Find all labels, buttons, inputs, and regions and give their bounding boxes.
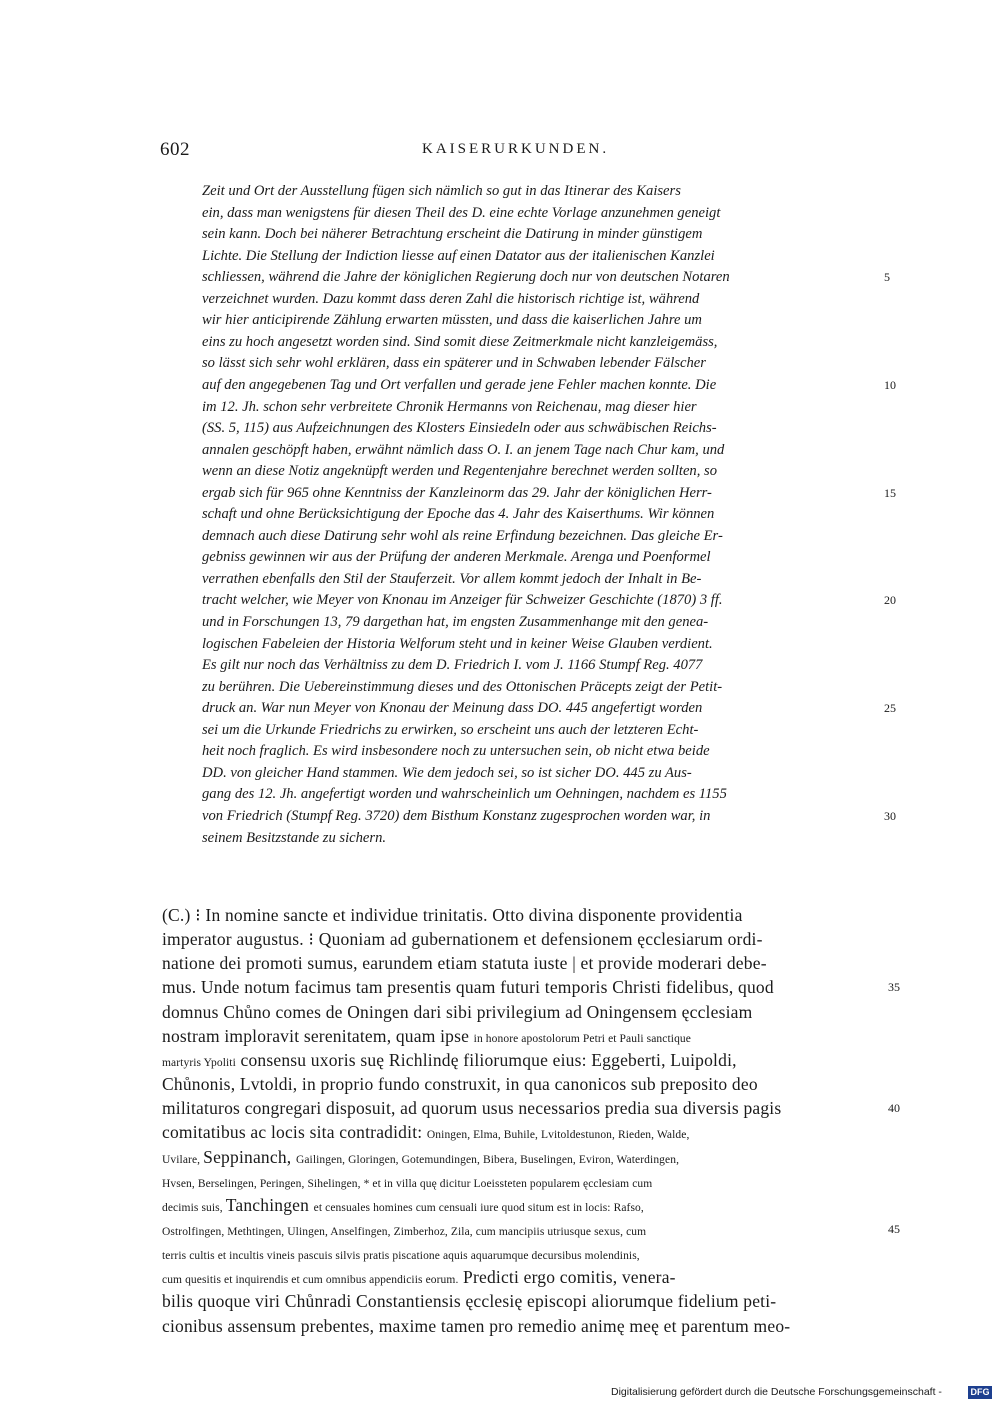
commentary-line: seinem Besitzstande zu sichern. [202, 829, 387, 846]
charter-petit-text: Ostrolfingen, Methtingen, Ulingen, Anselfingen, Zimberhoz, Zila, cum mancipiis utriusque sexus, cum [162, 1225, 647, 1238]
charter-line [162, 1096, 781, 1120]
line-number: 10 [884, 377, 896, 392]
line-number: 40 [888, 1101, 900, 1116]
commentary-line: gang des 12. Jh. angefertigt worden und wahrscheinlich um Oehningen, nachdem es 1155 [202, 786, 727, 803]
charter-text: Predicti ergo comitis, venera- [458, 1267, 676, 1288]
charter-line [162, 903, 743, 927]
charter-petit-text: Hvsen, Berselingen, Peringen, Sihelingen, * et in villa quę dicitur Loeissteten popularem ęcclesiam cum [162, 1177, 653, 1190]
commentary-line: schliessen, während die Jahre der königlichen Regierung doch nur von deutschen Notaren [202, 269, 730, 286]
commentary-line: verzeichnet wurden. Dazu kommt dass deren Zahl die historisch richtige ist, während [202, 290, 700, 307]
charter-line [162, 1120, 689, 1147]
commentary-line: annalen geschöpft haben, erwähnt nämlich dass O. I. an jenem Tage nach Chur kam, und [202, 441, 725, 458]
charter-line [162, 1289, 776, 1313]
charter-petit-text: Gailingen, Gloringen, Gotemundingen, Bibera, Buselingen, Eviron, Waterdingen, [295, 1153, 680, 1166]
charter-text: cionibus assensum prebentes, maxime tamen pro remedio animę meę et parentum meo- [162, 1315, 791, 1336]
commentary-line: eins zu hoch angesetzt worden sind. Sind somit diese Zeitmerkmale nicht kanzleigemäss, [202, 333, 718, 350]
charter-text: imperator augustus. ⁝ Quoniam ad gubernationem et defensionem ęcclesiarum ordi- [162, 929, 763, 950]
charter-petit-text: Uvilare, [162, 1153, 204, 1166]
commentary-line: und in Forschungen 13, 79 dargethan hat, im engsten Zusammenhange mit den genea- [202, 614, 709, 630]
commentary-line: Lichte. Die Stellung der Indiction liesse auf einen Datator aus der italienischen Kanzlei [202, 247, 715, 264]
commentary-line: so lässt sich sehr wohl erklären, dass ein späterer und in Schwaben lebender Fälscher [202, 355, 706, 372]
charter-line [162, 1072, 758, 1096]
commentary-line: gebniss gewinnen wir aus der Prüfung der anderen Merkmale. Arenga und Poenformel [202, 549, 711, 566]
line-number: 15 [884, 485, 896, 500]
charter-text: Tanchingen [225, 1194, 314, 1215]
charter-text: consensu uxoris suę Richlindę filiorumque eius: Eggeberti, Luipoldi, [235, 1049, 737, 1070]
commentary-line: verrathen ebenfalls den Stil der Stauferzeit. Vor allem kommt jedoch der Inhalt in Be- [202, 570, 702, 587]
charter-line [162, 1048, 737, 1075]
commentary-line: DD. von gleicher Hand stammen. Wie dem jedoch sei, so ist sicher DO. 445 zu Aus- [202, 764, 692, 781]
charter-text: Chůnonis, Lvtoldi, in proprio fundo construxit, in qua canonicos sub preposito deo [162, 1074, 758, 1095]
commentary-line: logischen Fabeleien der Historia Welforum steht und in keiner Weise Glauben verdient. [202, 635, 713, 652]
charter-text: mus. Unde notum facimus tam presentis quam futuri temporis Christi fidelibus, quod [162, 977, 774, 998]
charter-line [162, 951, 767, 975]
line-number: 25 [884, 701, 896, 716]
commentary-line: zu berühren. Die Uebereinstimmung dieses und des Ottonischen Präcepts zeigt der Petit- [202, 678, 723, 695]
charter-petit-text: terris cultis et incultis vineis pascuis silvis pratis piscatione aquis aquarumque decursibus molendinis, [162, 1250, 640, 1263]
commentary-line: ein, dass man wenigstens für diesen Theil des D. eine echte Vorlage anzunehmen geneigt [202, 204, 721, 221]
charter-text: domnus Chůno comes de Oningen dari sibi privilegium ad Oningensem ęcclesiam [162, 1001, 753, 1022]
commentary-line: im 12. Jh. schon sehr verbreitete Chronik Hermanns von Reichenau, mag dieser hier [202, 398, 697, 415]
charter-petit-text: martyris Ypoliti [162, 1056, 236, 1069]
charter-line [162, 1193, 644, 1220]
commentary-line: sei um die Urkunde Friedrichs zu erwirken, so erscheint uns auch der letzteren Echt- [202, 721, 699, 738]
charter-line [162, 1241, 640, 1268]
charter-text: bilis quoque viri Chůnradi Constantiensis ęcclesię episcopi aliorumque fidelium peti- [162, 1291, 777, 1312]
commentary-line: ergab sich für 965 ohne Kenntniss der Kanzleinorm das 29. Jahr der königlichen Herr- [202, 484, 712, 501]
footer-credit: Digitalisierung gefördert durch die Deutsche Forschungsgemeinschaft - [611, 1386, 942, 1398]
commentary-line: demnach auch diese Datirung sehr wohl als reine Erfindung bezeichnen. Das gleiche Er- [202, 527, 723, 544]
charter-petit-text: et censuales homines cum censuali iure quod situm est in locis: Rafso, [313, 1201, 644, 1214]
commentary-line: (SS. 5, 115) aus Aufzeichnungen des Klosters Einsiedeln oder aus schwäbischen Reichs- [202, 420, 717, 437]
charter-petit-text: decimis suis, [162, 1201, 226, 1214]
commentary-line: schaft und ohne Berücksichtigung der Epoche das 4. Jahr des Kaiserthums. Wir können [202, 506, 715, 523]
charter-text: Seppinanch, [203, 1146, 296, 1167]
charter-line [162, 927, 763, 951]
charter-line [162, 1169, 652, 1196]
commentary-line: Zeit und Ort der Ausstellung fügen sich nämlich so gut in das Itinerar des Kaisers [202, 183, 681, 199]
charter-line [162, 1145, 679, 1172]
commentary-line: wir hier anticipirende Zählung erwarten müssten, und dass die kaiserlichen Jahre um [202, 312, 702, 329]
charter-line [162, 1265, 676, 1292]
charter-line [162, 1217, 646, 1244]
line-number: 35 [888, 980, 900, 995]
commentary-line: Es gilt nur noch das Verhältniss zu dem D. Friedrich I. vom J. 1166 Stumpf Reg. 4077 [202, 657, 703, 674]
running-title: KAISERURKUNDEN. [422, 141, 610, 157]
charter-text: (C.) ⁝ In nomine sancte et individue trinitatis. Otto divina disponente providentia [162, 905, 743, 925]
commentary-line: sein kann. Doch bei näherer Betrachtung erscheint die Datirung in minder günstigem [202, 226, 703, 243]
charter-line [162, 1000, 752, 1024]
commentary-line: auf den angegebenen Tag und Ort verfallen und gerade jene Fehler machen konnte. Die [202, 376, 717, 393]
line-number: 45 [888, 1221, 900, 1236]
line-number: 5 [884, 270, 890, 285]
dfg-logo: DFG [968, 1386, 992, 1399]
charter-petit-text: in honore apostolorum Petri et Pauli sanctique [473, 1032, 691, 1045]
line-number: 20 [884, 593, 896, 608]
commentary-line: von Friedrich (Stumpf Reg. 3720) dem Bisthum Konstanz zugesprochen worden war, in [202, 807, 711, 824]
commentary-line: wenn an diese Notiz angeknüpft werden und Regentenjahre berechnet werden sollten, so [202, 463, 717, 480]
line-number: 30 [884, 808, 896, 823]
charter-text: nostram imploravit serenitatem, quam ipse [162, 1025, 474, 1046]
charter-text: natione dei promoti sumus, earundem etiam statuta iuste | et provide moderari debe- [162, 953, 767, 974]
commentary-line: tracht welcher, wie Meyer von Knonau im Anzeiger für Schweizer Geschichte (1870) 3 ff. [202, 592, 723, 609]
charter-line [162, 975, 774, 999]
charter-petit-text: Oningen, Elma, Buhile, Lvitoldestunon, Rieden, Walde, [426, 1129, 690, 1142]
charter-text: militaturos congregari disposuit, ad quorum usus necessarios predia sua diversis pagis [162, 1098, 782, 1119]
charter-petit-text: cum quesitis et inquirendis et cum omnibus appendiciis eorum. [162, 1274, 459, 1287]
charter-line [162, 1314, 790, 1338]
page-number: 602 [160, 139, 190, 160]
commentary-line: druck an. War nun Meyer von Knonau der Meinung dass DO. 445 angefertigt worden [202, 700, 703, 717]
charter-text: comitatibus ac locis sita contradidit: [162, 1122, 427, 1143]
charter-line [162, 1024, 691, 1051]
commentary-line: heit noch fraglich. Es wird insbesondere noch zu untersuchen sein, ob nicht etwa beide [202, 743, 710, 760]
